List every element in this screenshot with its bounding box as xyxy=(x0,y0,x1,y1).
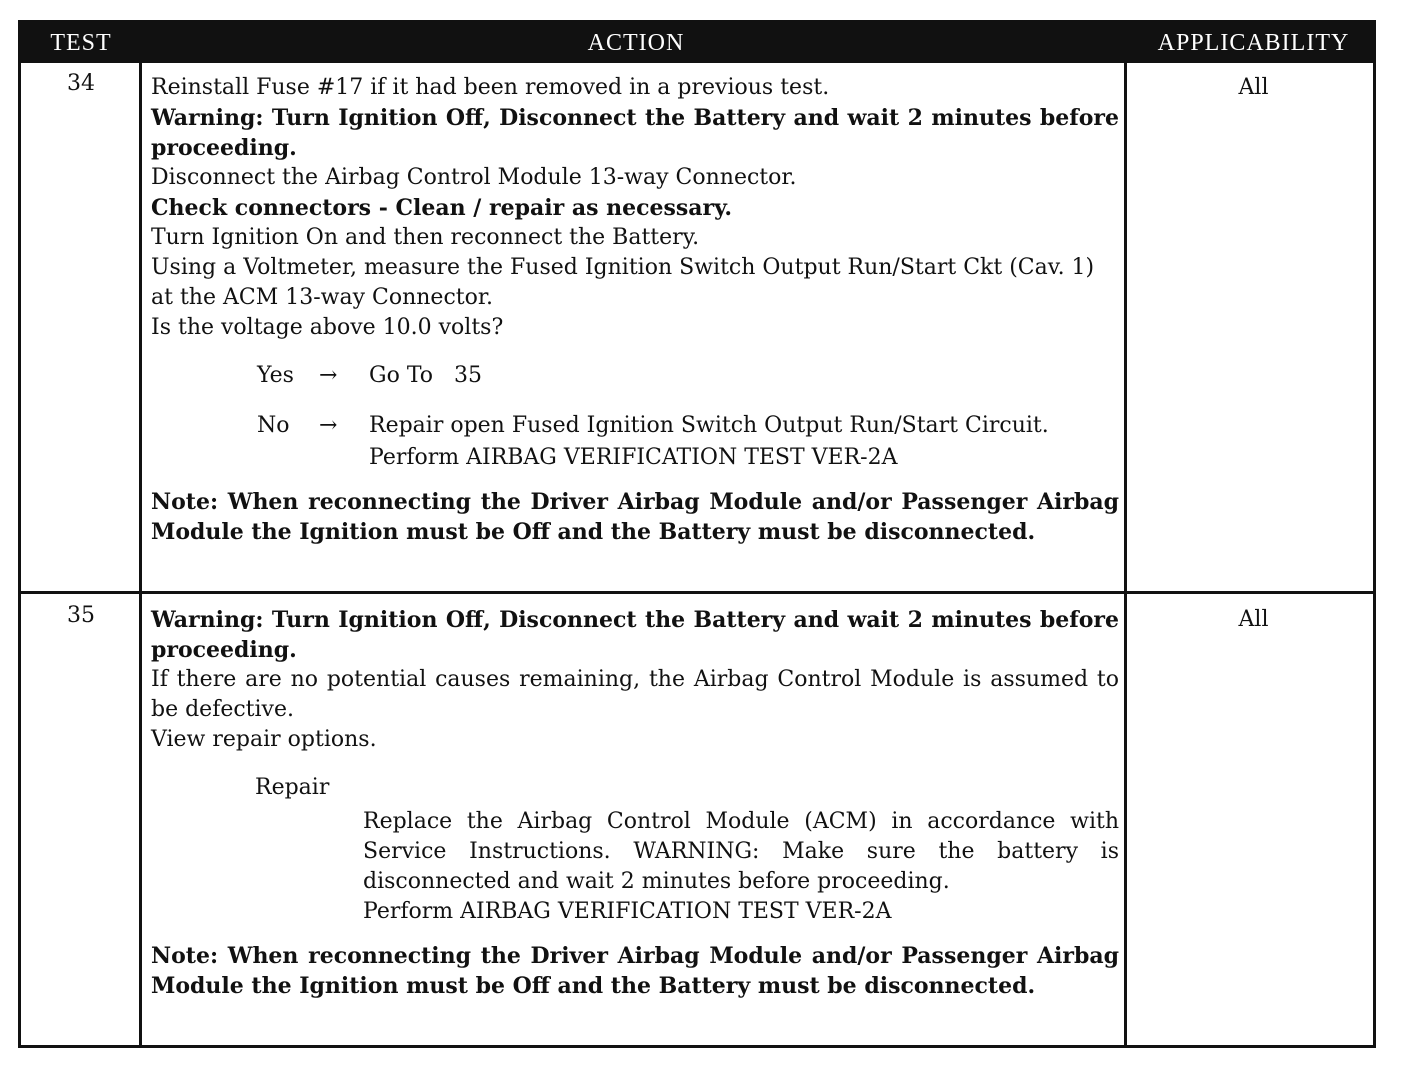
column-divider xyxy=(1124,63,1127,1048)
yes-label: Yes xyxy=(257,363,294,388)
no-label: No xyxy=(257,413,290,438)
action-line: View repair options. xyxy=(151,727,377,752)
yes-option xyxy=(151,361,1119,393)
action-cell xyxy=(151,73,1119,547)
check-connectors-text: Check connectors - Clean / repair as necessary. xyxy=(151,195,733,221)
no-option xyxy=(151,411,1119,443)
action-cell xyxy=(151,605,1119,1001)
question-text: Is the voltage above 10.0 volts? xyxy=(151,315,504,340)
test-number: 35 xyxy=(67,603,95,628)
action-line: If there are no potential causes remaining, the Airbag Control Module is assumed to be defective. xyxy=(151,667,1119,722)
yes-result: Go To 35 xyxy=(369,363,482,388)
test-number: 34 xyxy=(67,71,95,96)
diagnostic-test-table xyxy=(18,20,1376,1048)
warning-text: Warning: Turn Ignition Off, Disconnect the Battery and wait 2 minutes before proceeding. xyxy=(151,607,1119,663)
column-divider xyxy=(139,63,142,1048)
header-applicability: APPLICABILITY xyxy=(1157,30,1350,56)
applicability-value: All xyxy=(1238,75,1269,100)
repair-label: Repair xyxy=(255,775,330,800)
header-action: ACTION xyxy=(587,30,685,56)
arrow-right-icon: → xyxy=(319,363,338,388)
action-line: Turn Ignition On and then reconnect the Battery. xyxy=(151,225,700,250)
note-text: Note: When reconnecting the Driver Airbag Module and/or Passenger Airbag Module the Ignition must be Off and the Battery must be disconnected. xyxy=(151,943,1119,999)
repair-text: Replace the Airbag Control Module (ACM) in accordance with Service Instructions. WARNING: Make sure the battery is disconnected and wait 2 minutes before proceeding. xyxy=(363,809,1119,894)
warning-text: Warning: Turn Ignition Off, Disconnect the Battery and wait 2 minutes before proceeding. xyxy=(151,105,1119,161)
action-line: Disconnect the Airbag Control Module 13-way Connector. xyxy=(151,165,797,190)
applicability-value: All xyxy=(1238,607,1269,632)
row-divider xyxy=(21,591,1373,594)
arrow-right-icon: → xyxy=(319,413,338,438)
no-result: Repair open Fused Ignition Switch Output Run/Start Circuit. xyxy=(369,413,1049,438)
header-test: TEST xyxy=(50,30,112,56)
repair-perform: Perform AIRBAG VERIFICATION TEST VER-2A xyxy=(363,899,892,924)
action-line: Reinstall Fuse #17 if it had been removed in a previous test. xyxy=(151,75,830,100)
action-line: Using a Voltmeter, measure the Fused Ignition Switch Output Run/Start Ckt (Cav. 1) at the ACM 13-way Connector. xyxy=(151,255,1095,310)
table-header xyxy=(21,23,1373,63)
no-result-perform: Perform AIRBAG VERIFICATION TEST VER-2A xyxy=(369,445,898,470)
note-text: Note: When reconnecting the Driver Airbag Module and/or Passenger Airbag Module the Ignition must be Off and the Battery must be disconnected. xyxy=(151,489,1119,545)
